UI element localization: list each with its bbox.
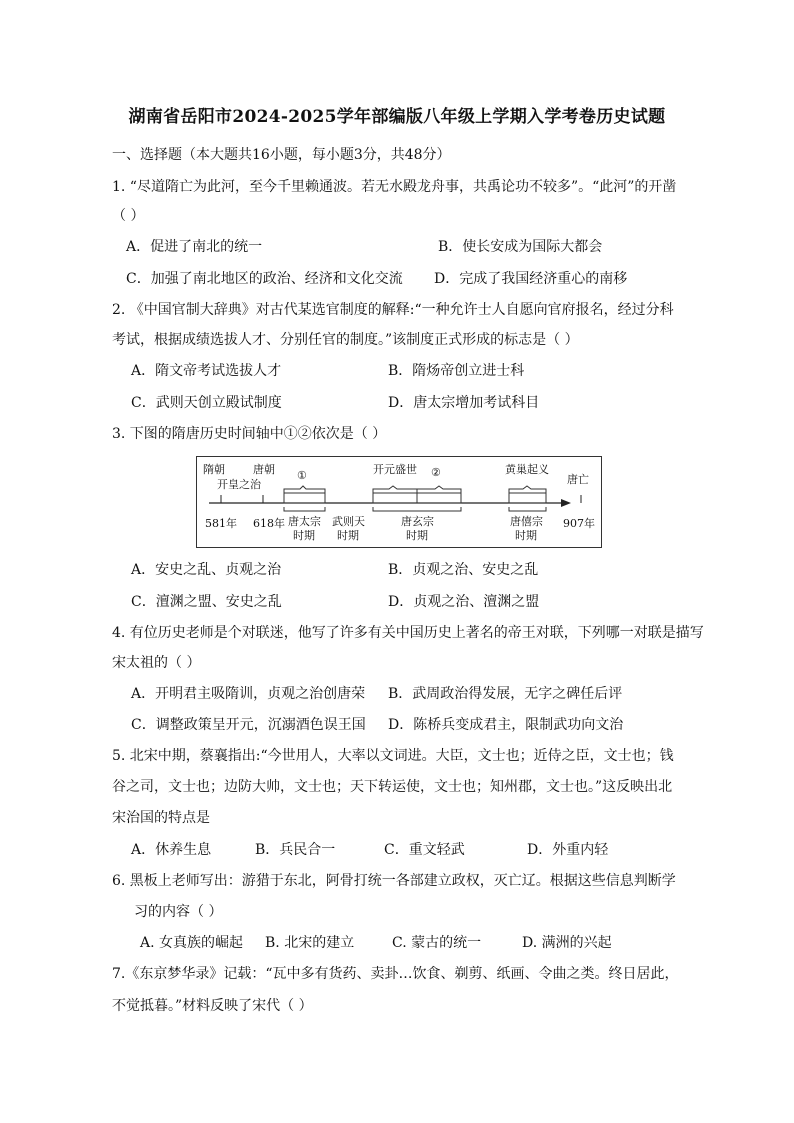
q2-option-c: C．武则天创立殿试制度 <box>131 395 282 411</box>
q7-stem-line1: 7.《东京梦华录》记载：“瓦中多有货药、卖卦…饮食、剃剪、纸画、令曲之类。终日居此， <box>112 966 679 982</box>
q7-stem-line2: 不觉抵暮。”材料反映了宋代（ ） <box>112 998 313 1014</box>
timeline-period-taizong-2: 时期 <box>293 529 315 542</box>
q4-stem-line1: 4. 有位历史老师是个对联迷，他写了许多有关中国历史上著名的帝王对联，下列哪一对联是描写 <box>112 625 704 641</box>
q5-stem-line3: 宋治国的特点是 <box>112 810 210 826</box>
page-title: 湖南省岳阳市2024-2025学年部编版八年级上学期入学考卷历史试题 <box>128 107 666 127</box>
q5-option-a: A．休养生息 <box>131 842 212 858</box>
q5-option-c: C．重文轻武 <box>384 842 465 858</box>
timeline-period-xizong: 唐僖宗 <box>510 515 543 528</box>
q5-option-b: B．兵民合一 <box>255 842 336 858</box>
timeline-period-wuzetian: 武则天 <box>332 515 365 528</box>
q6-stem-line2: 习的内容（ ） <box>134 904 223 920</box>
q1-option-a: A．促进了南北的统一 <box>126 239 263 255</box>
timeline-period-xuanzong: 唐玄宗 <box>401 515 434 528</box>
timeline-period-xizong-2: 时期 <box>515 529 537 542</box>
q1-stem-line2: （ ） <box>112 208 145 224</box>
timeline-year-618: 618年 <box>253 517 285 530</box>
timeline-label-tang-end: 唐亡 <box>567 473 589 486</box>
q4-option-d: D．陈桥兵变成君主，限制武功向文治 <box>388 717 624 733</box>
q5-option-d: D．外重内轻 <box>527 842 609 858</box>
timeline-period-wuzetian-2: 时期 <box>337 529 359 542</box>
q4-option-c: C．调整政策呈开元，沉溺酒色误王国 <box>131 717 366 733</box>
q2-option-a: A．隋文帝考试选拔人才 <box>131 363 282 379</box>
q3-option-a: A．安史之乱、贞观之治 <box>131 562 282 578</box>
sui-tang-timeline <box>196 456 602 548</box>
q1-option-d: D．完成了我国经济重心的南移 <box>434 271 628 287</box>
q2-option-d: D．唐太宗增加考试科目 <box>388 395 540 411</box>
q1-option-b: B．使长安成为国际大都会 <box>438 239 603 255</box>
q5-stem-line2: 谷之司，文士也；边防大帅，文士也；天下转运使，文士也；知州郡，文士也。”这反映出北 <box>112 779 673 795</box>
q3-stem: 3. 下图的隋唐历史时间轴中①②依次是（ ） <box>112 426 387 442</box>
timeline-year-581: 581年 <box>205 517 237 530</box>
q1-option-c: C．加强了南北地区的政治、经济和文化交流 <box>126 271 403 287</box>
q2-option-b: B．隋炀帝创立进士科 <box>388 363 525 379</box>
timeline-period-taizong: 唐太宗 <box>288 515 321 528</box>
section-heading: 一、选择题（本大题共16小题，每小题3分，共48分） <box>112 147 451 163</box>
q1-stem-line1: 1. “尽道隋亡为此河，至今千里赖通波。若无水殿龙舟事，共禹论功不较多”。“此河”的开凿 <box>112 179 677 195</box>
q6-option-c: C. 蒙古的统一 <box>392 935 482 951</box>
q6-option-d: D. 满洲的兴起 <box>522 935 612 951</box>
q2-stem-line2: 考试，根据成绩选拔人才、分别任官的制度。”该制度正式形成的标志是（ ） <box>112 332 579 348</box>
q4-option-a: A．开明君主吸隋训，贞观之治创唐荣 <box>131 686 366 702</box>
timeline-slot-1: ① <box>297 469 307 482</box>
timeline-label-kaiyuan: 开元盛世 <box>373 463 417 476</box>
timeline-label-huangchao: 黄巢起义 <box>505 463 549 476</box>
timeline-label-kaihuang: 开皇之治 <box>217 478 261 491</box>
q4-stem-line2: 宋太祖的（ ） <box>112 655 201 671</box>
timeline-label-sui: 隋朝 <box>203 463 225 476</box>
q6-option-a: A. 女真族的崛起 <box>140 935 244 951</box>
q4-option-b: B．武周政治得发展，无字之碑任后评 <box>388 686 623 702</box>
q3-option-d: D．贞观之治、澶渊之盟 <box>388 594 540 610</box>
timeline-period-xuanzong-2: 时期 <box>406 529 428 542</box>
q6-option-b: B. 北宋的建立 <box>265 935 355 951</box>
q6-stem-line1: 6. 黑板上老师写出：游猎于东北，阿骨打统一各部建立政权，灭亡辽。根据这些信息判断学 <box>112 873 676 889</box>
timeline-label-tang: 唐朝 <box>253 463 275 476</box>
q3-option-b: B．贞观之治、安史之乱 <box>388 562 539 578</box>
timeline-slot-2: ② <box>431 466 441 479</box>
q2-stem-line1: 2. 《中国官制大辞典》对古代某选官制度的解释:“一种允许士人自愿向官府报名，经过分科 <box>112 302 674 318</box>
timeline-year-907: 907年 <box>563 517 595 530</box>
q5-stem-line1: 5. 北宋中期，蔡襄指出:“今世用人，大率以文词进。大臣，文士也；近侍之臣，文士也；钱 <box>112 748 674 764</box>
q3-option-c: C．澶渊之盟、安史之乱 <box>131 594 282 610</box>
